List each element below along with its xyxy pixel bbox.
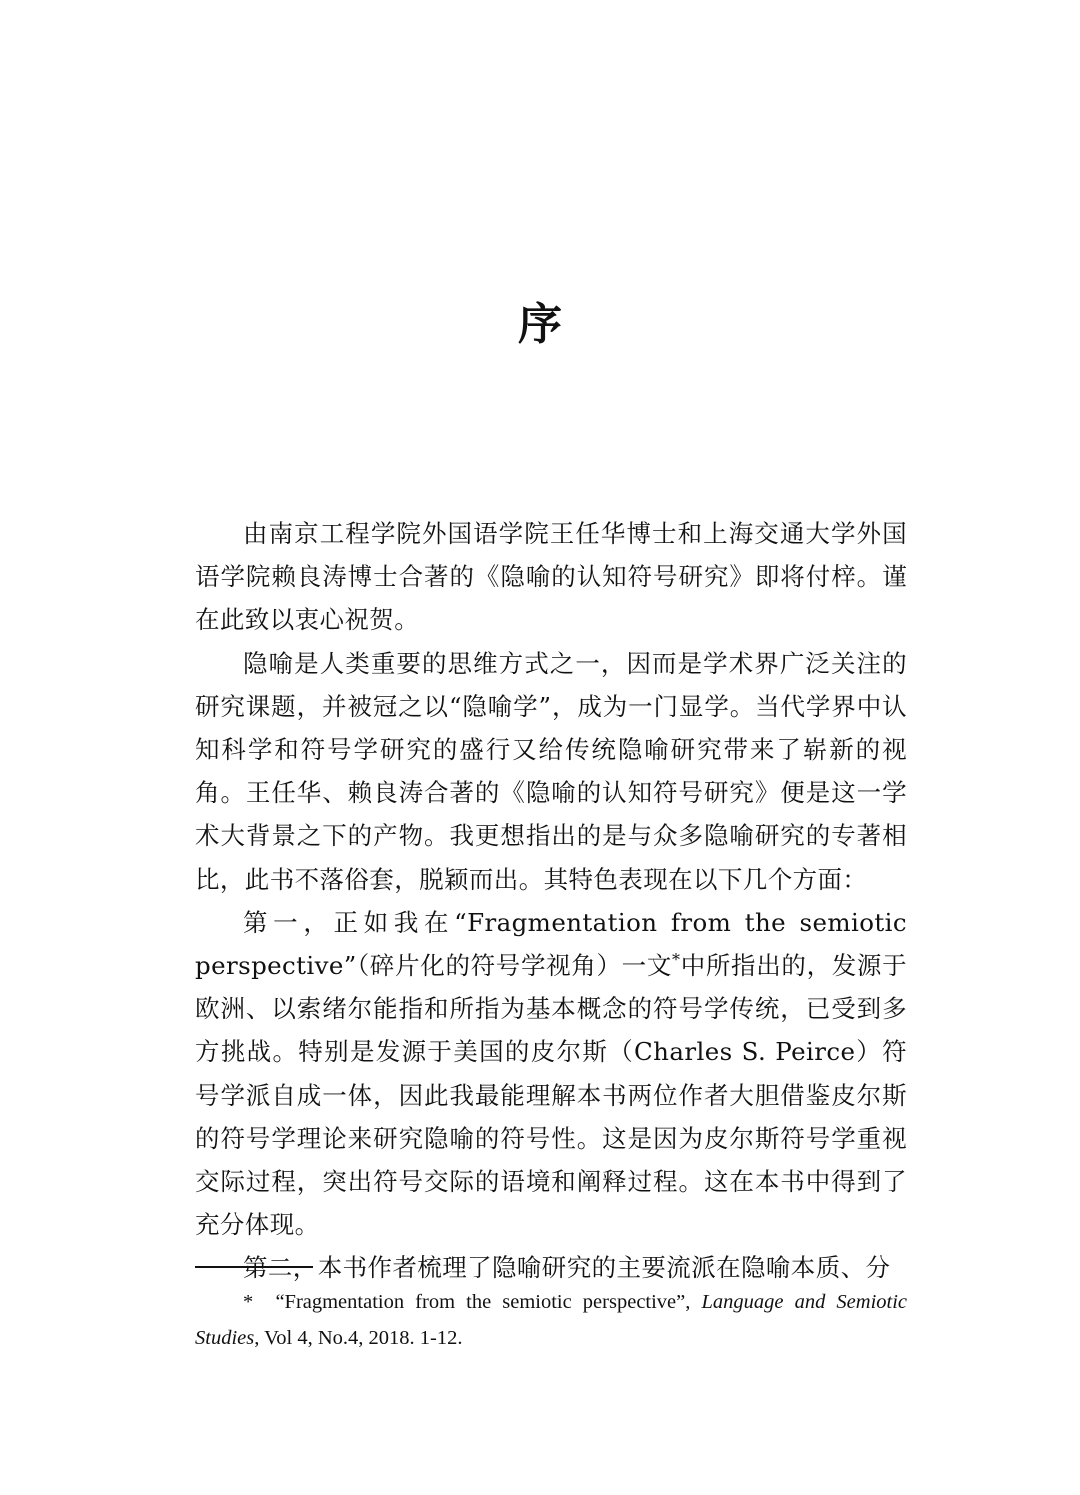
footnote-title: “Fragmentation from the semiotic perspective”,	[275, 1291, 691, 1313]
paragraph-text-continued: 中所指出的，发源于欧洲、以索绪尔能指和所指为基本概念的符号学传统，已受到多方挑战。特别是发源于美国的皮尔斯（Charles S. Peirce）符号学派自成一体，因此我最能理解本书两位作者大胆借鉴皮尔斯的符号学理论来研究隐喻的符号性。这是因为皮尔斯符号学重视交际过程，突出符号交际的语境和阐释过程。这在本书中得到了充分体现。	[195, 951, 907, 1240]
paragraph-2	[195, 642, 907, 901]
paragraph-3	[195, 901, 907, 1247]
footnote-mark: *	[243, 1291, 254, 1313]
footnote	[195, 1284, 907, 1356]
page-title: 序	[518, 299, 562, 350]
footnote-journal: Language and Semiotic Studies	[195, 1291, 908, 1349]
footnote-reference-mark: *	[672, 949, 681, 969]
paragraph-text: 隐喻是人类重要的思维方式之一，因而是学术界广泛关注的研究课题，并被冠之以“隐喻学”，成为一门显学。当代学界中认知科学和符号学研究的盛行又给传统隐喻研究带来了崭新的视角。王任华、赖良涛合著的《隐喻的认知符号研究》便是这一学术大背景之下的产物。我更想指出的是与众多隐喻研究的专著相比，此书不落俗套，脱颖而出。其特色表现在以下几个方面：	[195, 648, 907, 894]
paragraph-text: 第一，正如我在“Fragmentation from the semiotic perspective”（碎片化的符号学视角）一文	[195, 907, 907, 981]
body-text	[195, 512, 907, 1290]
paragraph-text: 第二，本书作者梳理了隐喻研究的主要流派在隐喻本质、分	[243, 1253, 891, 1283]
paragraph-text: 由南京工程学院外国语学院王任华博士和上海交通大学外国语学院赖良涛博士合著的《隐喻的认知符号研究》即将付梓。谨在此致以衷心祝贺。	[195, 519, 907, 635]
footnote-divider	[195, 1266, 313, 1268]
footnote-details: , Vol 4, No.4, 2018. 1-12.	[254, 1327, 463, 1349]
paragraph-1	[195, 512, 907, 642]
